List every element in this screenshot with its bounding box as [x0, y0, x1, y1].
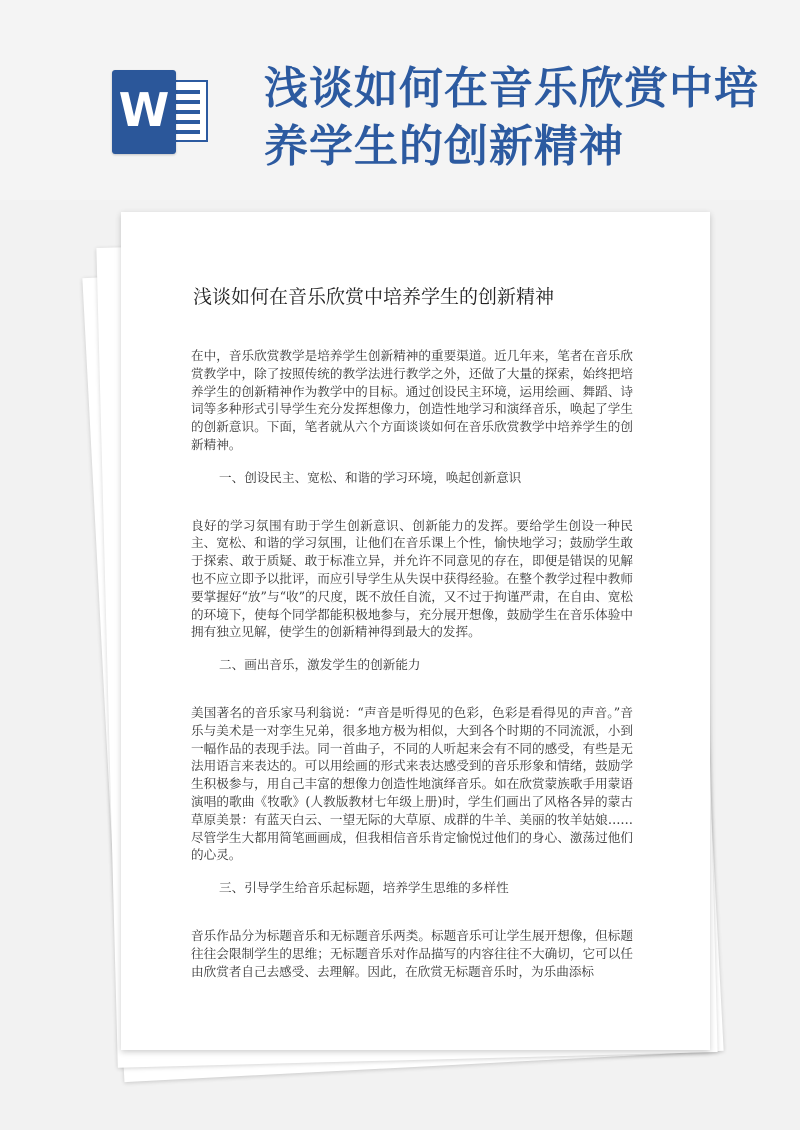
header-title: 浅谈如何在音乐欣赏中培养学生的创新精神: [264, 63, 759, 172]
document-body: [191, 347, 633, 980]
page-header: [0, 0, 800, 200]
section-heading-3: 三、引导学生给音乐起标题，培养学生思维的多样性: [219, 880, 509, 896]
word-document-icon: [112, 70, 210, 154]
word-icon-letter: W: [118, 83, 170, 137]
paragraph-intro: 在中，音乐欣赏教学是培养学生创新精神的重要渠道。近几年来，笔者在音乐欣赏教学中，除了按照传统的教学法进行教学之外，还做了大量的探索，始终把培养学生的创新精神作为教学中的目标。通过创设民主环境，运用绘画、舞蹈、诗词等多种形式引导学生充分发挥想像力，创造性地学习和演绎音乐，唤起了学生的创新意识。下面，笔者就从六个方面谈谈如何在音乐欣赏教学中培养学生的创新精神。: [191, 348, 633, 452]
document-title: 浅谈如何在音乐欣赏中培养学生的创新精神: [193, 286, 555, 308]
section-heading-1: 一、创设民主、宽松、和谐的学习环境，唤起创新意识: [219, 469, 522, 485]
section-heading-2: 二、画出音乐，激发学生的创新能力: [219, 657, 421, 673]
word-icon-badge: [112, 70, 176, 154]
paragraph-section-2: 美国著名的音乐家马利翁说：“声音是听得见的色彩，色彩是看得见的声音。”音乐与美术是一对孪生兄弟，很多地方极为相似，大到各个时期的不同流派，小到一幅作品的表现手法。同一首曲子，不同的人听起来会有不同的感受，有些是无法用语言来表达的。可以用绘画的形式来表达感受到的音乐形象和情绪，鼓励学生积极参与，用自己丰富的想像力创造性地演绎音乐。如在欣赏蒙族歌手用蒙语演唱的歌曲《牧歌》(人教版教材七年级上册)时，学生们画出了风格各异的蒙古草原美景：有蓝天白云、一望无际的大草原、成群的牛羊、美丽的牧羊姑娘……尽管学生大都用简笔画画成，但我相信音乐肯定愉悦过他们的身心、激荡过他们的心灵。: [191, 704, 633, 863]
paragraph-section-3: 音乐作品分为标题音乐和无标题音乐两类。标题音乐可让学生展开想像，但标题往往会限制学生的思维；无标题音乐对作品描写的内容往往不大确切，它可以任由欣赏者自己去感受、去理解。因此，在欣赏无标题音乐时，为乐曲添标: [191, 927, 633, 979]
document-page: [121, 212, 710, 1050]
paragraph-section-1: 良好的学习氛围有助于学生创新意识、创新能力的发挥。要给学生创设一种民主、宽松、和谐的学习氛围，让他们在音乐课上个性，愉快地学习；鼓励学生敢于探索、敢于质疑、敢于标准立异，并允许不同意见的存在，即便是错误的见解也不应立即予以批评，而应引导学生从失误中获得经验。在整个教学过程中教师要掌握好“放”与“收”的尺度，既不放任自流，又不过于拘谨严肃，在自由、宽松的环境下，使每个同学都能积极地参与，充分展开想像，鼓励学生在音乐体验中拥有独立见解，使学生的创新精神得到最大的发挥。: [191, 517, 633, 640]
